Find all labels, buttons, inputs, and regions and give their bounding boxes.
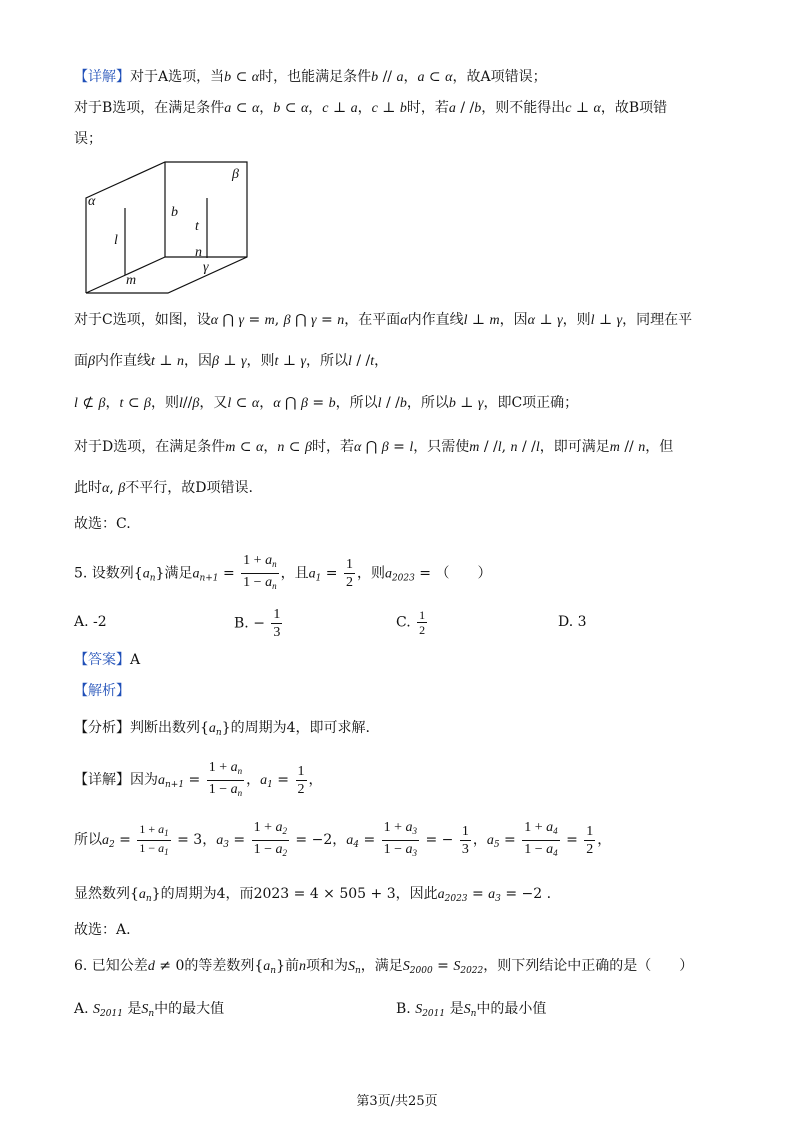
label-l: l (114, 233, 118, 248)
choose-a: 故选：A. (74, 922, 131, 938)
detail-option-b: 对于B选项，在满足条件a ⊂ α，b ⊂ α，c ⊥ a，c ⊥ b时，若a / /b，则不能得出c ⊥ α，故B项错 (74, 100, 668, 116)
q5-option-c: C. $\frac{1}{2}$ (396, 608, 426, 637)
q5-option-d: D. 3 (558, 614, 587, 630)
detail-option-c-line3: l ⊄ β，t ⊂ β，则l//β，又l ⊂ α，α ⋂ β = b，所以l / /b，所以b ⊥ γ，即C项正确； (74, 395, 579, 411)
page-footer: 第3页/共25页 (356, 1094, 438, 1109)
detail-option-d-line2: 此时α, β不平行，故D项错误. (74, 480, 253, 496)
q5-option-b: B. − $\frac{1}{3}$ (234, 607, 281, 640)
q5-option-a: A. -2 (74, 614, 107, 630)
label-beta: β (232, 167, 239, 182)
analysis-tag: 【解析】 (74, 683, 130, 699)
geometry-figure (80, 158, 255, 296)
so-line: 所以$a_2$ = $\frac{1 + a_1}{1 - a_1}$ = 3，$a_3$ = $\frac{1 + a_2}{1 - a_2}$ = −2，$a_4$ = $\frac{1 + a_3}{1 - a_3}$ = − $\frac{1}{3}$ ，$a_5$ = $\frac{1 + a_4}{1 - a_4}$ = $\frac{1}{2}$ ， (74, 819, 612, 858)
detail-option-b-cont: 误； (74, 131, 102, 147)
detail-tag: 【详解】 (74, 69, 130, 85)
detail-option-c-line1: 对于C选项，如图，设α ⋂ γ = m, β ⋂ γ = n，在平面α内作直线l ⊥ m，因α ⊥ γ，则l ⊥ γ，同理在平 (74, 312, 693, 328)
question-6: 6. 已知公差d ≠ 0的等差数列$\{a_n\}$前n项和为$S_n$，满足$S_{2000} = S_{2022}$，则下列结论中正确的是（ ） (74, 958, 694, 976)
answer: 【答案】A (74, 652, 141, 668)
label-gamma: γ (203, 260, 209, 275)
label-alpha: α (88, 194, 96, 209)
q6-option-a: A. $S_{2011}$ 是$S_n$中的最大值 (74, 1001, 225, 1019)
label-b: b (171, 205, 178, 220)
obviously-line: 显然数列$\{a_n\}$的周期为4，而2023 = 4 × 505 + 3，因此$a_{2023} = a_3 = -2$ . (74, 886, 552, 904)
detail-option-c-line2: 面β内作直线t ⊥ n，因β ⊥ γ，则t ⊥ γ，所以l / /t， (74, 353, 389, 369)
label-m: m (126, 273, 137, 288)
figure-outline (86, 162, 247, 293)
q6-option-b: B. $S_{2011}$ 是$S_n$中的最小值 (396, 1001, 547, 1019)
detail-option-d-line1: 对于D选项，在满足条件m ⊂ α，n ⊂ β时，若α ⋂ β = l，只需使m / /l, n / /l，即可满足m // n，但 (74, 439, 674, 455)
choose-c: 故选：C. (74, 516, 131, 532)
question-5: 5. 设数列$\{a_n\}$满足$a_{n+1}$ = $\frac{1 + a_n}{1 - a_n}$ ，且$a_1$ = $\frac{1}{2}$ ，则$a_{2023}$ = （ ） (74, 553, 492, 591)
label-n: n (195, 245, 202, 260)
detail-5: 【详解】因为$a_{n+1}$ = $\frac{1 + a_n}{1 - a_n}$ ，$a_1$ = $\frac{1}{2}$ ， (74, 759, 323, 798)
label-t: t (195, 219, 199, 234)
analysis: 【分析】判断出数列$\{a_n\}$的周期为4，即可求解. (74, 720, 370, 738)
detail-option-a: 【详解】对于A选项，当b ⊂ α时，也能满足条件b // a，a ⊂ α，故A项错误； (74, 69, 547, 85)
